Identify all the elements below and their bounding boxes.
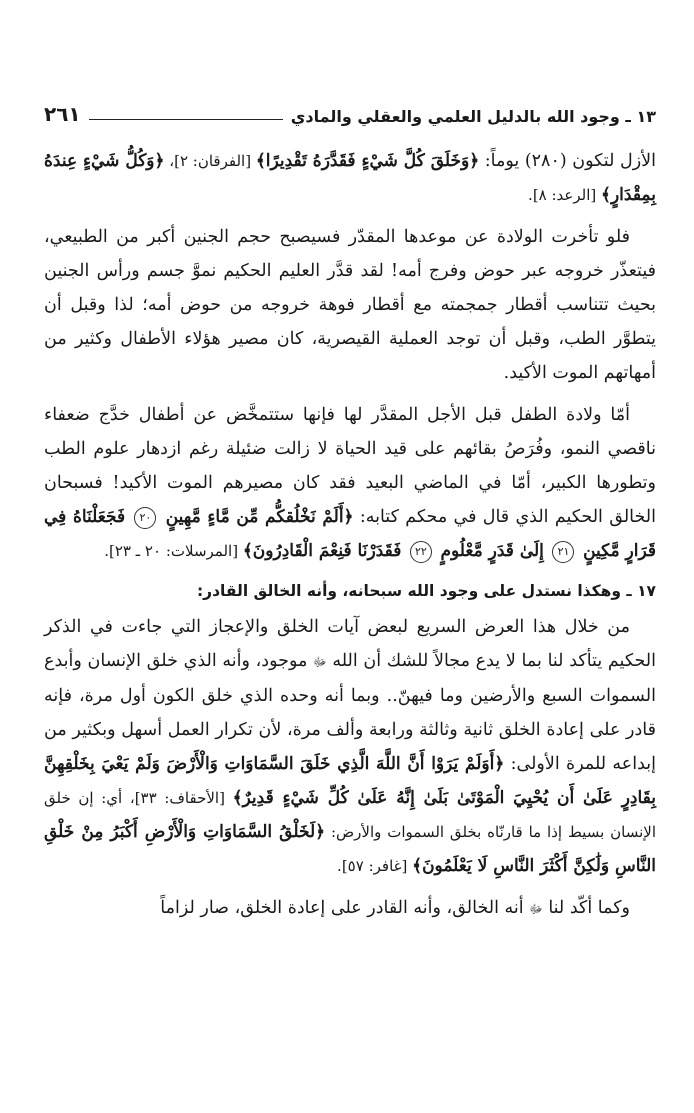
paragraph-1 xyxy=(44,144,656,212)
verse-reference: [الرعد: ٨]. xyxy=(528,186,602,204)
book-page xyxy=(44,92,656,934)
quran-verse: إِلَىٰ قَدَرٍ مَّعْلُومٍ xyxy=(440,541,544,561)
ayah-number-marker: ٢٠ xyxy=(134,507,156,529)
para4-text: من خلال هذا العرض السريع لبعض آيات الخلق والإعجاز التي جاءت في الذكر الحكيم يتأكد لنا بما لا يدع مجالاً للشك أن الله xyxy=(44,617,656,671)
quran-verse: فَقَدَرْنَا فَنِعْمَ الْقَادِرُونَ﴾ xyxy=(242,541,402,561)
ayah-number-marker: ٢٢ xyxy=(410,541,432,563)
para3-text: أمّا ولادة الطفل قبل الأجل المقدَّر لها فإنها ستتمخَّض عن أطفال خدَّج ضعفاء ناقصي النمو، وفُرَصُ بقائهم على قيد الحياة لا زالت ضئيلة رغم ازدهار علوم الطب وتطورها الكبير، أمّا في الماضي البعيد فقد كان مصيرهم الموت الأكيد! فسبحان الخالق الحكيم الذي قال في محكم كتابه: xyxy=(44,405,656,527)
quran-verse: ﴿أَوَلَمْ يَرَوْا أَنَّ اللَّهَ الَّذِي خَلَقَ السَّمَاوَاتِ وَالْأَرْضَ وَلَمْ يَعْيَ بِخَلْقِهِنَّ بِقَادِرٍ عَلَىٰ أَن يُحْيِيَ الْمَوْتَىٰ بَلَىٰ إِنَّهُ عَلَىٰ كُلِّ شَيْءٍ قَدِيرٌ﴾ xyxy=(44,754,657,808)
honorific-glyph: ﷻ xyxy=(529,902,543,916)
paragraph-4 xyxy=(44,610,656,883)
quran-verse: ﴿وَكُلُّ شَيْءٍ عِندَهُ بِمِقْدَارٍ﴾ xyxy=(43,151,656,205)
quran-verse: فَجَعَلْنَاهُ فِي قَرَارٍ مَّكِينٍ xyxy=(44,507,656,561)
page-number: ٢٦١ xyxy=(44,102,81,126)
header-rule xyxy=(89,119,283,120)
para1-text: الأزل لتكون (٢٨٠) يوماً: xyxy=(479,151,656,171)
ayah-number-marker: ٢١ xyxy=(552,541,574,563)
chapter-title: ١٣ ـ وجود الله بالدليل العلمي والعقلي والمادي xyxy=(290,107,656,126)
verse-reference: [غافر: ٥٧]. xyxy=(337,857,413,875)
quran-verse: ﴿لَخَلْقُ السَّمَاوَاتِ وَالْأَرْضِ أَكْبَرُ مِنْ خَلْقِ النَّاسِ وَلَٰكِنَّ أَكْثَرَ النَّاسِ لَا يَعْلَمُونَ﴾ xyxy=(44,822,656,876)
verse-reference: [المرسلات: ٢٠ ـ ٢٣]. xyxy=(104,542,243,560)
honorific-glyph: ﷻ xyxy=(313,655,327,669)
verse-reference: [الفرقان: ٢]، xyxy=(164,152,256,170)
running-header xyxy=(44,92,656,126)
verse-reference: [الأحقاف: ٣٣]، أي: إن خلق الإنسان بسيط إذا ما قارنّاه بخلق السموات والأرض: xyxy=(44,789,656,841)
paragraph-5 xyxy=(44,891,656,926)
quran-verse: ﴿وَخَلَقَ كُلَّ شَيْءٍ فَقَدَّرَهُ تَقْدِيرًا﴾ xyxy=(255,151,480,171)
para5-text: وكما أكّد لنا xyxy=(542,898,630,918)
page-body xyxy=(44,144,656,926)
paragraph-2: فلو تأخرت الولادة عن موعدها المقدّر فسيصبح حجم الجنين أكبر من الطبيعي، فيتعذّر خروجه عبر حوض وفرج أمه! لقد قدَّر العليم الحكيم نموَّ جسم ورأس الجنين بحيث تتناسب أقطار جمجمته مع أقطار فوهة خروجه من حوض أمه؛ لذا وقبل أن يتطوَّر الطب، وقبل أن توجد العملية القيصرية، كان مصير هؤلاء الأطفال وكثير من أمهاتهم الموت الأكيد. xyxy=(44,227,656,383)
section-heading: ١٧ ـ وهكذا نستدل على وجود الله سبحانه، وأنه الخالق القادر: xyxy=(196,582,656,600)
paragraph-3 xyxy=(44,398,656,568)
para5-text: أنه الخالق، وأنه القادر على إعادة الخلق، صار لزاماً xyxy=(160,898,530,918)
para4-text: موجود، وأنه الذي خلق الإنسان وأبدع السموات السبع والأرضين وما فيهنّ.. وبما أنه وحده الذي خلق الكون أول مرة، فإنه قادر على إعادة الخلق ثانية وثالثة ورابعة وألف مرة، لأن تكرار العمل أسهل وبكثير من إبداعه للمرة الأولى: xyxy=(44,651,657,774)
quran-verse: ﴿أَلَمْ نَخْلُقكُّم مِّن مَّاءٍ مَّهِينٍ xyxy=(165,507,354,527)
